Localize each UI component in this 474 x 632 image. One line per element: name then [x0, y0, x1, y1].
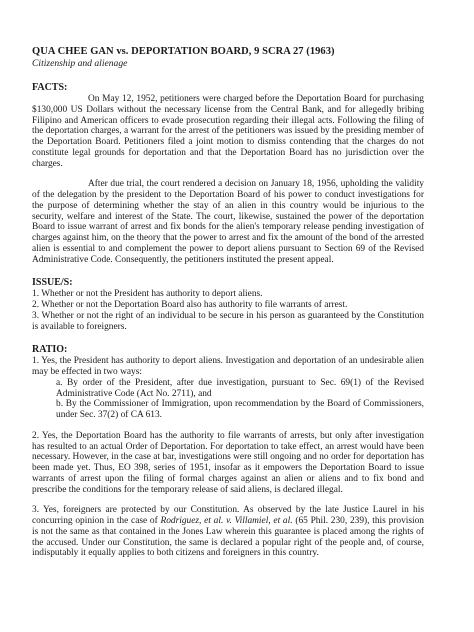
- issue-item-2: 2. Whether or not the Deportation Board also has authority to file warrants of arrest.: [32, 300, 348, 310]
- ratio-item-3-lead: 3. Yes, foreigners are protected by our Constitution. As observed by the late Justice Laurel in his concurring opinion in the case of: [32, 505, 424, 526]
- ratio-item-2: 2. Yes, the Deportation Board has the authority to file warrants of arrests, but only after investigation has resulted to an actual Order of Deportation. For deportation to take effect, an arrest would have been necessary. However, in the case at bar, investigations were still ongoing and no order for deportation has been made yet. Thus, EO 398, series of 1951, insofar as it empowers the Deportation Board to issue warrants of arrest upon the filing of formal charges against an alien or aliens and to fix bond and prescribe the conditions for the temporary release of said aliens, is declared illegal.: [32, 430, 424, 495]
- facts-paragraph-2: After due trial, the court rendered a decision on January 18, 1956, upholding the validity of the delegation by the president to the Deportation Board of his power to conduct investigations for the purpose of determining whether the stay of an alien in this country would be injurious to the security, welfare and interest of the State. The court, likewise, sustained the power of the deportation Board to issue warrant of arrest and fix bonds for the alien's temporary release pending investigation of charges against him, on the theory that the power to arrest and fix the amount of the bond of the arrested alien is essential to and complement the power to deport aliens pursuant to Section 69 of the Revised Administrative Code. Consequently, the petitioners instituted the present appeal.: [32, 179, 424, 265]
- issue-item-3: 3. Whether or not the right of an individual to be secure in his person as guaranteed by the Constitution is available to foreigners.: [32, 310, 424, 332]
- cited-case-name: Rodriguez, et al. v. Villamiel, et al.: [160, 516, 293, 526]
- ratio-item-1: 1. Yes, the President has authority to deport aliens. Investigation and deportation of an undesirable alien may be effected in two ways:: [32, 356, 424, 377]
- case-title: QUA CHEE GAN vs. DEPORTATION BOARD, 9 SCRA 27 (1963): [32, 46, 335, 57]
- facts-paragraph-1: On May 12, 1952, petitioners were charged before the Deportation Board for purchasing $130,000 US Dollars without the necessary license from the Central Bank, and for allegedly bribing Filipino and American officers to evade prosecution regarding their illegal acts. Following the filing of the deportation charges, a warrant for the arrest of the petitioners was issued by the presiding member of the Deportation Board. Petitioners filed a joint motion to dismiss contending that the charges do not constitute legal grounds for deportation and that the Deportation Board has no jurisdiction over the charges.: [32, 94, 424, 169]
- ratio-heading: RATIO:: [32, 344, 68, 356]
- ratio-item-1a: a. By order of the President, after due investigation, pursuant to Sec. 69(1) of the Revised Administrative Code (Act No. 2711), and: [56, 377, 424, 399]
- facts-heading: FACTS:: [32, 82, 68, 93]
- ratio-item-1b: b. By the Commissioner of Immigration, upon recommendation by the Board of Commissioners, under Sec. 37(2) of CA 613.: [56, 399, 424, 420]
- issues-heading: ISSUE/S:: [32, 277, 73, 289]
- issue-item-1: 1. Whether or not the President has authority to deport aliens.: [32, 289, 263, 300]
- case-subtitle: Citizenship and alienage: [32, 58, 128, 69]
- ratio-item-3: [32, 505, 424, 559]
- ratio-item-3-tail: (65 Phil. 230, 239), this provision is not the same as that contained in the Jones Law wherein this guarantee is placed among the rights of the accused. Under our Constitution, the same is declared a popular right of the people and, of course, indisputably it equally applies to both citizens and foreigners in this country.: [32, 516, 424, 559]
